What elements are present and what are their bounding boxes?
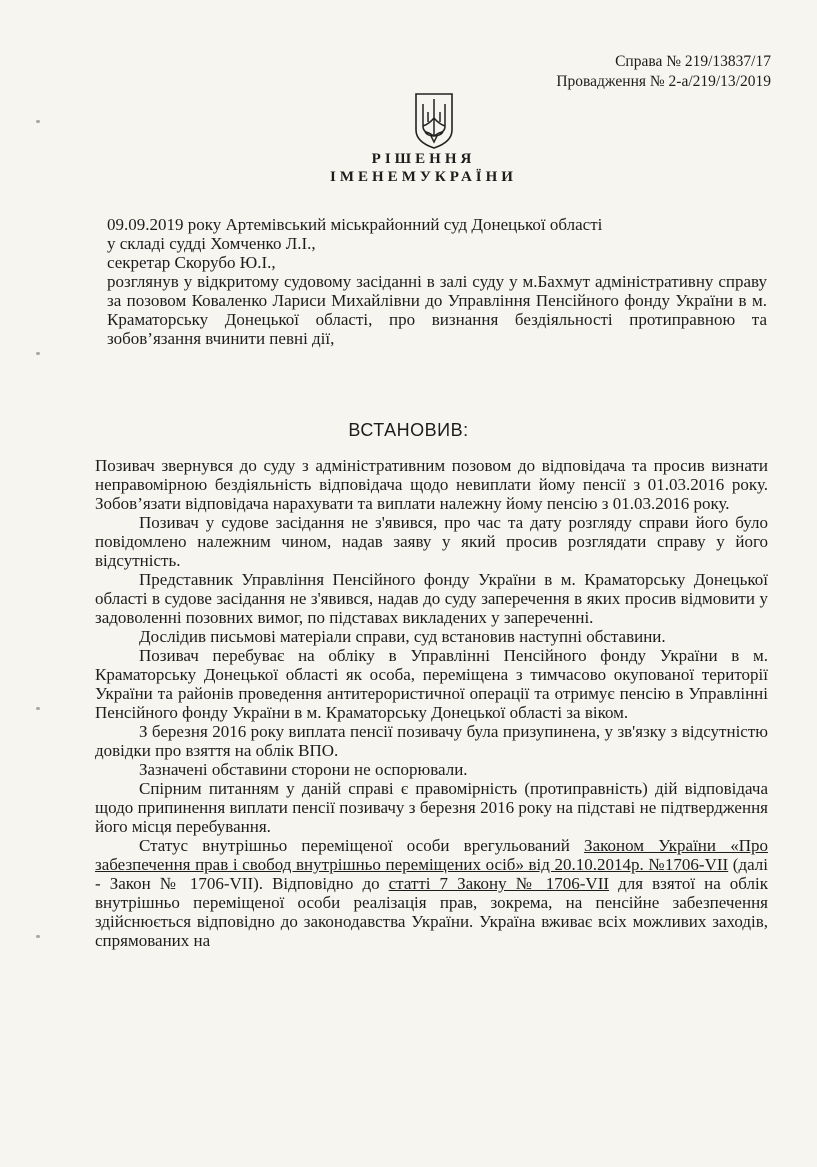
decision-title: РІШЕННЯ	[371, 151, 476, 167]
decision-subtitle: ІМЕНЕМУКРАЇНИ	[330, 169, 517, 185]
intro-judge: у складі судді Хомченко Л.І.,	[107, 234, 316, 253]
paragraph-text: Статус внутрішньо переміщеної особи врегульований	[139, 836, 585, 855]
paragraph: Представник Управління Пенсійного фонду України в м. Краматорську Донецької області в судове засідання не з'явився, надав до суду заперечення в яких просив відмовити у задоволенні позовних вимог, по підставах викладених у запереченні.	[95, 570, 768, 627]
proceeding-number: Провадження № 2-а/219/13/2019	[556, 73, 771, 90]
paragraph: Позивач у судове засідання не з'явився, про час та дату розгляду справи його було повідомлено належним чином, надав заяву у який просив розглядати справу у його відсутність.	[95, 513, 768, 570]
case-reference	[556, 52, 771, 92]
scan-mark	[36, 120, 40, 123]
paragraph: Дослідив письмові матеріали справи, суд встановив наступні обставини.	[139, 627, 666, 646]
paragraph-text: (далі - Закон № 1706-VII). Відповідно до	[95, 855, 768, 893]
intro-date-court: 09.09.2019 року Артемівський міськрайонний суд Донецької області	[107, 215, 603, 234]
intro-block	[107, 215, 767, 348]
paragraph: Позивач перебуває на обліку в Управлінні Пенсійного фонду України в м. Краматорську Донецької області як особа, переміщена з тимчасово окупованої території України та районів проведення антитерористичної операції та отримує пенсію в Управлінні Пенсійного фонду України в м. Краматорську Донецької області за віком.	[95, 646, 768, 722]
case-number: Справа № 219/13837/17	[615, 53, 771, 70]
trident-emblem-icon	[413, 92, 455, 150]
intro-secretary: секретар Скорубо Ю.І.,	[107, 253, 276, 272]
paragraph: Спірним питанням у даній справі є правомірність (протиправність) дій відповідача щодо припинення виплати пенсії позивачу з березня 2016 року на підставі не підтвердження його місця перебування.	[95, 779, 768, 836]
paragraph-text: для взятої на облік внутрішньо переміщеної особи реалізація прав, зокрема, на пенсійне забезпечення здійснюється відповідно до законодавства України. Україна вживає всіх можливих заходів, спрямованих на	[95, 874, 768, 950]
paragraph: Зазначені обставини сторони не оспорювали.	[139, 760, 468, 779]
section-heading: ВСТАНОВИВ:	[348, 420, 469, 440]
paragraph: Позивач звернувся до суду з адміністративним позовом до відповідача та просив визнати неправомірною бездіяльність відповідача щодо невиплати йому пенсії з 01.03.2016 року. Зобов’язати відповідача нарахувати та виплати належну йому пенсію з 01.03.2016 року.	[95, 456, 768, 513]
scan-mark	[36, 707, 40, 710]
decision-body	[95, 456, 768, 950]
law-link[interactable]: статті 7 Закону № 1706-VII	[388, 874, 610, 893]
law-link[interactable]: Законом України «Про забезпечення прав і свобод внутрішньо переміщених осіб» від 20.10.2014р. №1706-VII	[95, 836, 768, 874]
scan-mark	[36, 935, 40, 938]
scan-mark	[36, 352, 40, 355]
intro-case-description: розглянув у відкритому судовому засіданні в залі суду у м.Бахмут адміністративну справу за позовом Коваленко Лариси Михайлівни до Управління Пенсійного фонду України в м. Краматорську Донецької області, про визнання бездіяльності протиправною та зобов’язання вчинити певні дії,	[107, 272, 767, 348]
paragraph: З березня 2016 року виплата пенсії позивачу була призупинена, у зв'язку з відсутністю довідки про взяття на облік ВПО.	[95, 722, 768, 760]
paragraph	[95, 836, 768, 950]
